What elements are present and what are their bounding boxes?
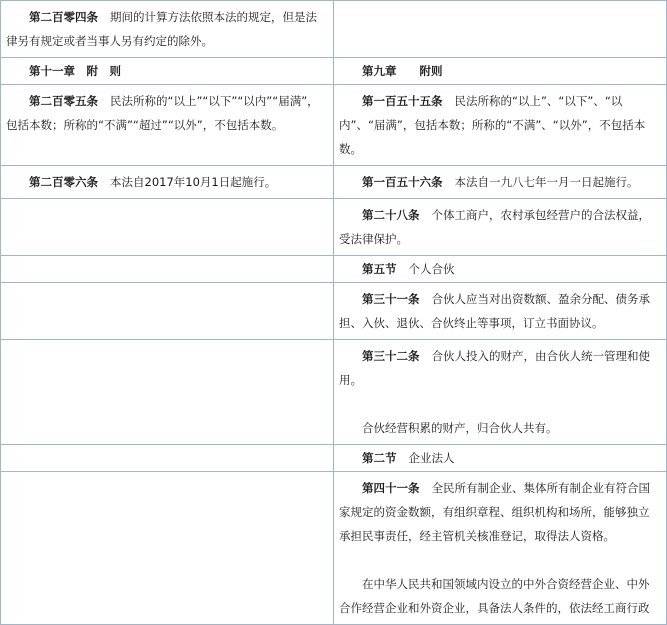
- chapter-heading: 第九章 附则: [362, 64, 443, 78]
- left-cell: [1, 445, 334, 472]
- article-text: 民法所称的“以上”“以下”“以内”“届满”，包括本数；所称的“不满”“超过”“以外”，不包括本数。: [6, 94, 319, 132]
- left-cell: [1, 85, 334, 166]
- article-text: 合伙人应当对出资数额、盈余分配、债务承担、入伙、退伙、合伙终止等事项，订立书面协议。: [339, 292, 650, 330]
- right-cell: [334, 256, 667, 283]
- right-cell: [334, 1, 667, 58]
- section-heading: 第二节 企业法人: [362, 451, 455, 465]
- article-text: 期间的计算方法依照本法的规定，但是法律另有规定或者当事人另有约定的除外。: [6, 10, 317, 48]
- left-cell: [1, 472, 334, 625]
- left-cell: [1, 166, 334, 199]
- left-cell: [1, 256, 334, 283]
- article-paragraph: [339, 203, 660, 251]
- article-text: 本法自一九八七年一月一日起施行。: [454, 175, 639, 189]
- table-row: [1, 340, 667, 445]
- left-cell: [1, 340, 334, 445]
- right-cell: [334, 58, 667, 85]
- right-cell: [334, 166, 667, 199]
- article-number: 第二百零四条: [29, 10, 98, 24]
- article-paragraph: [339, 344, 660, 392]
- chapter-heading: 第十一章 附 则: [29, 64, 121, 78]
- right-cell: [334, 340, 667, 445]
- article-text: 合伙人投入的财产，由合伙人统一管理和使用。: [339, 349, 650, 387]
- article-paragraph: [339, 476, 660, 548]
- table-row: [1, 199, 667, 256]
- article-paragraph: [339, 287, 660, 335]
- article-paragraph: [339, 170, 660, 194]
- article-number: 第一百五十六条: [362, 175, 443, 189]
- article-paragraph: [339, 89, 660, 161]
- article-number: 第二百零六条: [29, 175, 98, 189]
- right-cell: [334, 85, 667, 166]
- right-cell: [334, 472, 667, 625]
- table-row: [1, 1, 667, 58]
- table-row: [1, 166, 667, 199]
- right-cell: [334, 283, 667, 340]
- article-paragraph-extra: 合伙经营积累的财产，归合伙人共有。: [362, 421, 558, 435]
- left-cell: [1, 283, 334, 340]
- article-text: 全民所有制企业、集体所有制企业有符合国家规定的资金数额，有组织章程、组织机构和场所，能够独立承担民事责任，经主管机关核准登记，取得法人资格。: [339, 481, 650, 543]
- left-cell: [1, 58, 334, 85]
- article-number: 第三十一条: [362, 292, 420, 306]
- table-row: [1, 445, 667, 472]
- article-text: 本法自2017年10月1日起施行。: [110, 175, 277, 189]
- right-cell: [334, 199, 667, 256]
- left-cell: [1, 199, 334, 256]
- article-number: 第二十八条: [362, 208, 420, 222]
- left-cell: [1, 1, 334, 58]
- section-heading: 第五节 个人合伙: [362, 262, 455, 276]
- table-row: [1, 58, 667, 85]
- right-cell: [334, 445, 667, 472]
- table-row: [1, 256, 667, 283]
- table-row: [1, 85, 667, 166]
- table-row: [1, 283, 667, 340]
- table-row: [1, 472, 667, 625]
- article-paragraph: [6, 170, 327, 194]
- article-paragraph: [6, 89, 327, 137]
- article-number: 第一百五十五条: [362, 94, 443, 108]
- article-number: 第二百零五条: [29, 94, 98, 108]
- article-number: 第四十一条: [362, 481, 420, 495]
- article-number: 第三十二条: [362, 349, 420, 363]
- article-paragraph-extra: 在中华人民共和国领域内设立的中外合资经营企业、中外合作经营企业和外资企业，具备法人条件的，依法经工商行政: [339, 577, 650, 615]
- article-text: 个体工商户，农村承包经营户的合法权益，受法律保护。: [339, 208, 650, 246]
- article-paragraph: [6, 5, 327, 53]
- article-text: 民法所称的“以上”、“以下”、“以内”、“届满”，包括本数；所称的“不满”、“以外”，不包括本数。: [339, 94, 646, 156]
